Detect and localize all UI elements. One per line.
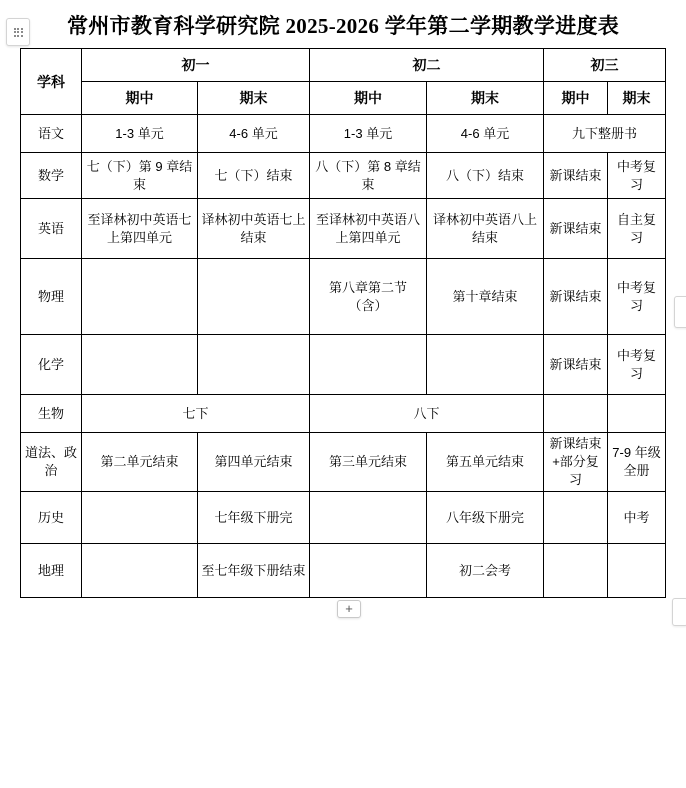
cell-english-g7-mid[interactable]: 至译林初中英语七上第四单元: [82, 199, 198, 259]
cell-math-g8-final[interactable]: 八（下）结束: [427, 153, 544, 199]
table-body: [21, 115, 666, 598]
cell-physics-g8-mid[interactable]: 第八章第二节（含）: [310, 259, 427, 335]
cell-chinese-g7-mid[interactable]: 1-3 单元: [82, 115, 198, 153]
cell-physics-g7-mid[interactable]: [82, 259, 198, 335]
cell-geography-g9-mid[interactable]: [544, 544, 608, 598]
row-subject-politics: 道法、政治: [21, 433, 82, 492]
table-row: [21, 395, 666, 433]
cell-math-g7-final[interactable]: 七（下）结束: [198, 153, 310, 199]
header-subject: 学科: [21, 49, 82, 115]
right-edge-handle-bottom[interactable]: [672, 598, 686, 626]
header-term-g9-final: 期末: [608, 82, 666, 115]
header-term-g8-mid: 期中: [310, 82, 427, 115]
cell-chemistry-g7-mid[interactable]: [82, 335, 198, 395]
cell-english-g7-final[interactable]: 译林初中英语七上结束: [198, 199, 310, 259]
cell-politics-g9-final[interactable]: 7-9 年级全册: [608, 433, 666, 492]
header-grade-7: 初一: [82, 49, 310, 82]
cell-history-g8-final[interactable]: 八年级下册完: [427, 492, 544, 544]
cell-politics-g7-final[interactable]: 第四单元结束: [198, 433, 310, 492]
right-edge-handle-top[interactable]: [674, 296, 686, 328]
cell-physics-g9-mid[interactable]: 新课结束: [544, 259, 608, 335]
cell-chemistry-g9-final[interactable]: 中考复习: [608, 335, 666, 395]
cell-geography-g7-mid[interactable]: [82, 544, 198, 598]
row-subject-chemistry: 化学: [21, 335, 82, 395]
table-row: [21, 544, 666, 598]
header-grade-9: 初三: [544, 49, 666, 82]
cell-physics-g8-final[interactable]: 第十章结束: [427, 259, 544, 335]
table-row: [21, 335, 666, 395]
cell-chemistry-g7-final[interactable]: [198, 335, 310, 395]
cell-biology-g9-final[interactable]: [608, 395, 666, 433]
cell-politics-g8-mid[interactable]: 第三单元结束: [310, 433, 427, 492]
page-title: 常州市教育科学研究院 2025-2026 学年第二学期教学进度表: [66, 14, 620, 38]
row-subject-english: 英语: [21, 199, 82, 259]
cell-chinese-g7-final[interactable]: 4-6 单元: [198, 115, 310, 153]
cell-geography-g8-mid[interactable]: [310, 544, 427, 598]
teaching-progress-table: [20, 48, 666, 598]
cell-biology-g7[interactable]: 七下: [82, 395, 310, 433]
cell-chinese-g8-final[interactable]: 4-6 单元: [427, 115, 544, 153]
cell-biology-g9-mid[interactable]: [544, 395, 608, 433]
table-row: [21, 492, 666, 544]
cell-history-g7-mid[interactable]: [82, 492, 198, 544]
cell-geography-g9-final[interactable]: [608, 544, 666, 598]
teaching-progress-table-wrapper: [20, 48, 665, 598]
table-header-row-grades: [21, 49, 666, 82]
table-row: [21, 259, 666, 335]
cell-history-g7-final[interactable]: 七年级下册完: [198, 492, 310, 544]
row-subject-math: 数学: [21, 153, 82, 199]
row-subject-history: 历史: [21, 492, 82, 544]
cell-chemistry-g8-final[interactable]: [427, 335, 544, 395]
cell-history-g9-final[interactable]: 中考: [608, 492, 666, 544]
row-subject-chinese: 语文: [21, 115, 82, 153]
cell-english-g8-final[interactable]: 译林初中英语八上结束: [427, 199, 544, 259]
cell-politics-g9-mid[interactable]: 新课结束+部分复习: [544, 433, 608, 492]
cell-math-g7-mid[interactable]: 七（下）第 9 章结束: [82, 153, 198, 199]
header-grade-8: 初二: [310, 49, 544, 82]
cell-politics-g7-mid[interactable]: 第二单元结束: [82, 433, 198, 492]
cell-chinese-g9[interactable]: 九下整册书: [544, 115, 666, 153]
table-row: [21, 115, 666, 153]
header-term-g8-final: 期末: [427, 82, 544, 115]
cell-english-g9-final[interactable]: 自主复习: [608, 199, 666, 259]
table-row: [21, 153, 666, 199]
cell-chemistry-g8-mid[interactable]: [310, 335, 427, 395]
row-subject-biology: 生物: [21, 395, 82, 433]
cell-math-g9-mid[interactable]: 新课结束: [544, 153, 608, 199]
cell-physics-g9-final[interactable]: 中考复习: [608, 259, 666, 335]
cell-english-g8-mid[interactable]: 至译林初中英语八上第四单元: [310, 199, 427, 259]
cell-chinese-g8-mid[interactable]: 1-3 单元: [310, 115, 427, 153]
cell-biology-g8[interactable]: 八下: [310, 395, 544, 433]
cell-math-g9-final[interactable]: 中考复习: [608, 153, 666, 199]
row-subject-physics: 物理: [21, 259, 82, 335]
table-row: [21, 433, 666, 492]
row-subject-geography: 地理: [21, 544, 82, 598]
table-row: [21, 199, 666, 259]
cell-politics-g8-final[interactable]: 第五单元结束: [427, 433, 544, 492]
cell-math-g8-mid[interactable]: 八（下）第 8 章结束: [310, 153, 427, 199]
cell-physics-g7-final[interactable]: [198, 259, 310, 335]
add-row-button[interactable]: +: [337, 600, 361, 618]
cell-history-g9-mid[interactable]: [544, 492, 608, 544]
cell-english-g9-mid[interactable]: 新课结束: [544, 199, 608, 259]
table-header-row-terms: [21, 82, 666, 115]
header-term-g7-final: 期末: [198, 82, 310, 115]
table-header: [21, 49, 666, 115]
cell-history-g8-mid[interactable]: [310, 492, 427, 544]
header-term-g9-mid: 期中: [544, 82, 608, 115]
cell-geography-g8-final[interactable]: 初二会考: [427, 544, 544, 598]
cell-geography-g7-final[interactable]: 至七年级下册结束: [198, 544, 310, 598]
header-term-g7-mid: 期中: [82, 82, 198, 115]
cell-chemistry-g9-mid[interactable]: 新课结束: [544, 335, 608, 395]
